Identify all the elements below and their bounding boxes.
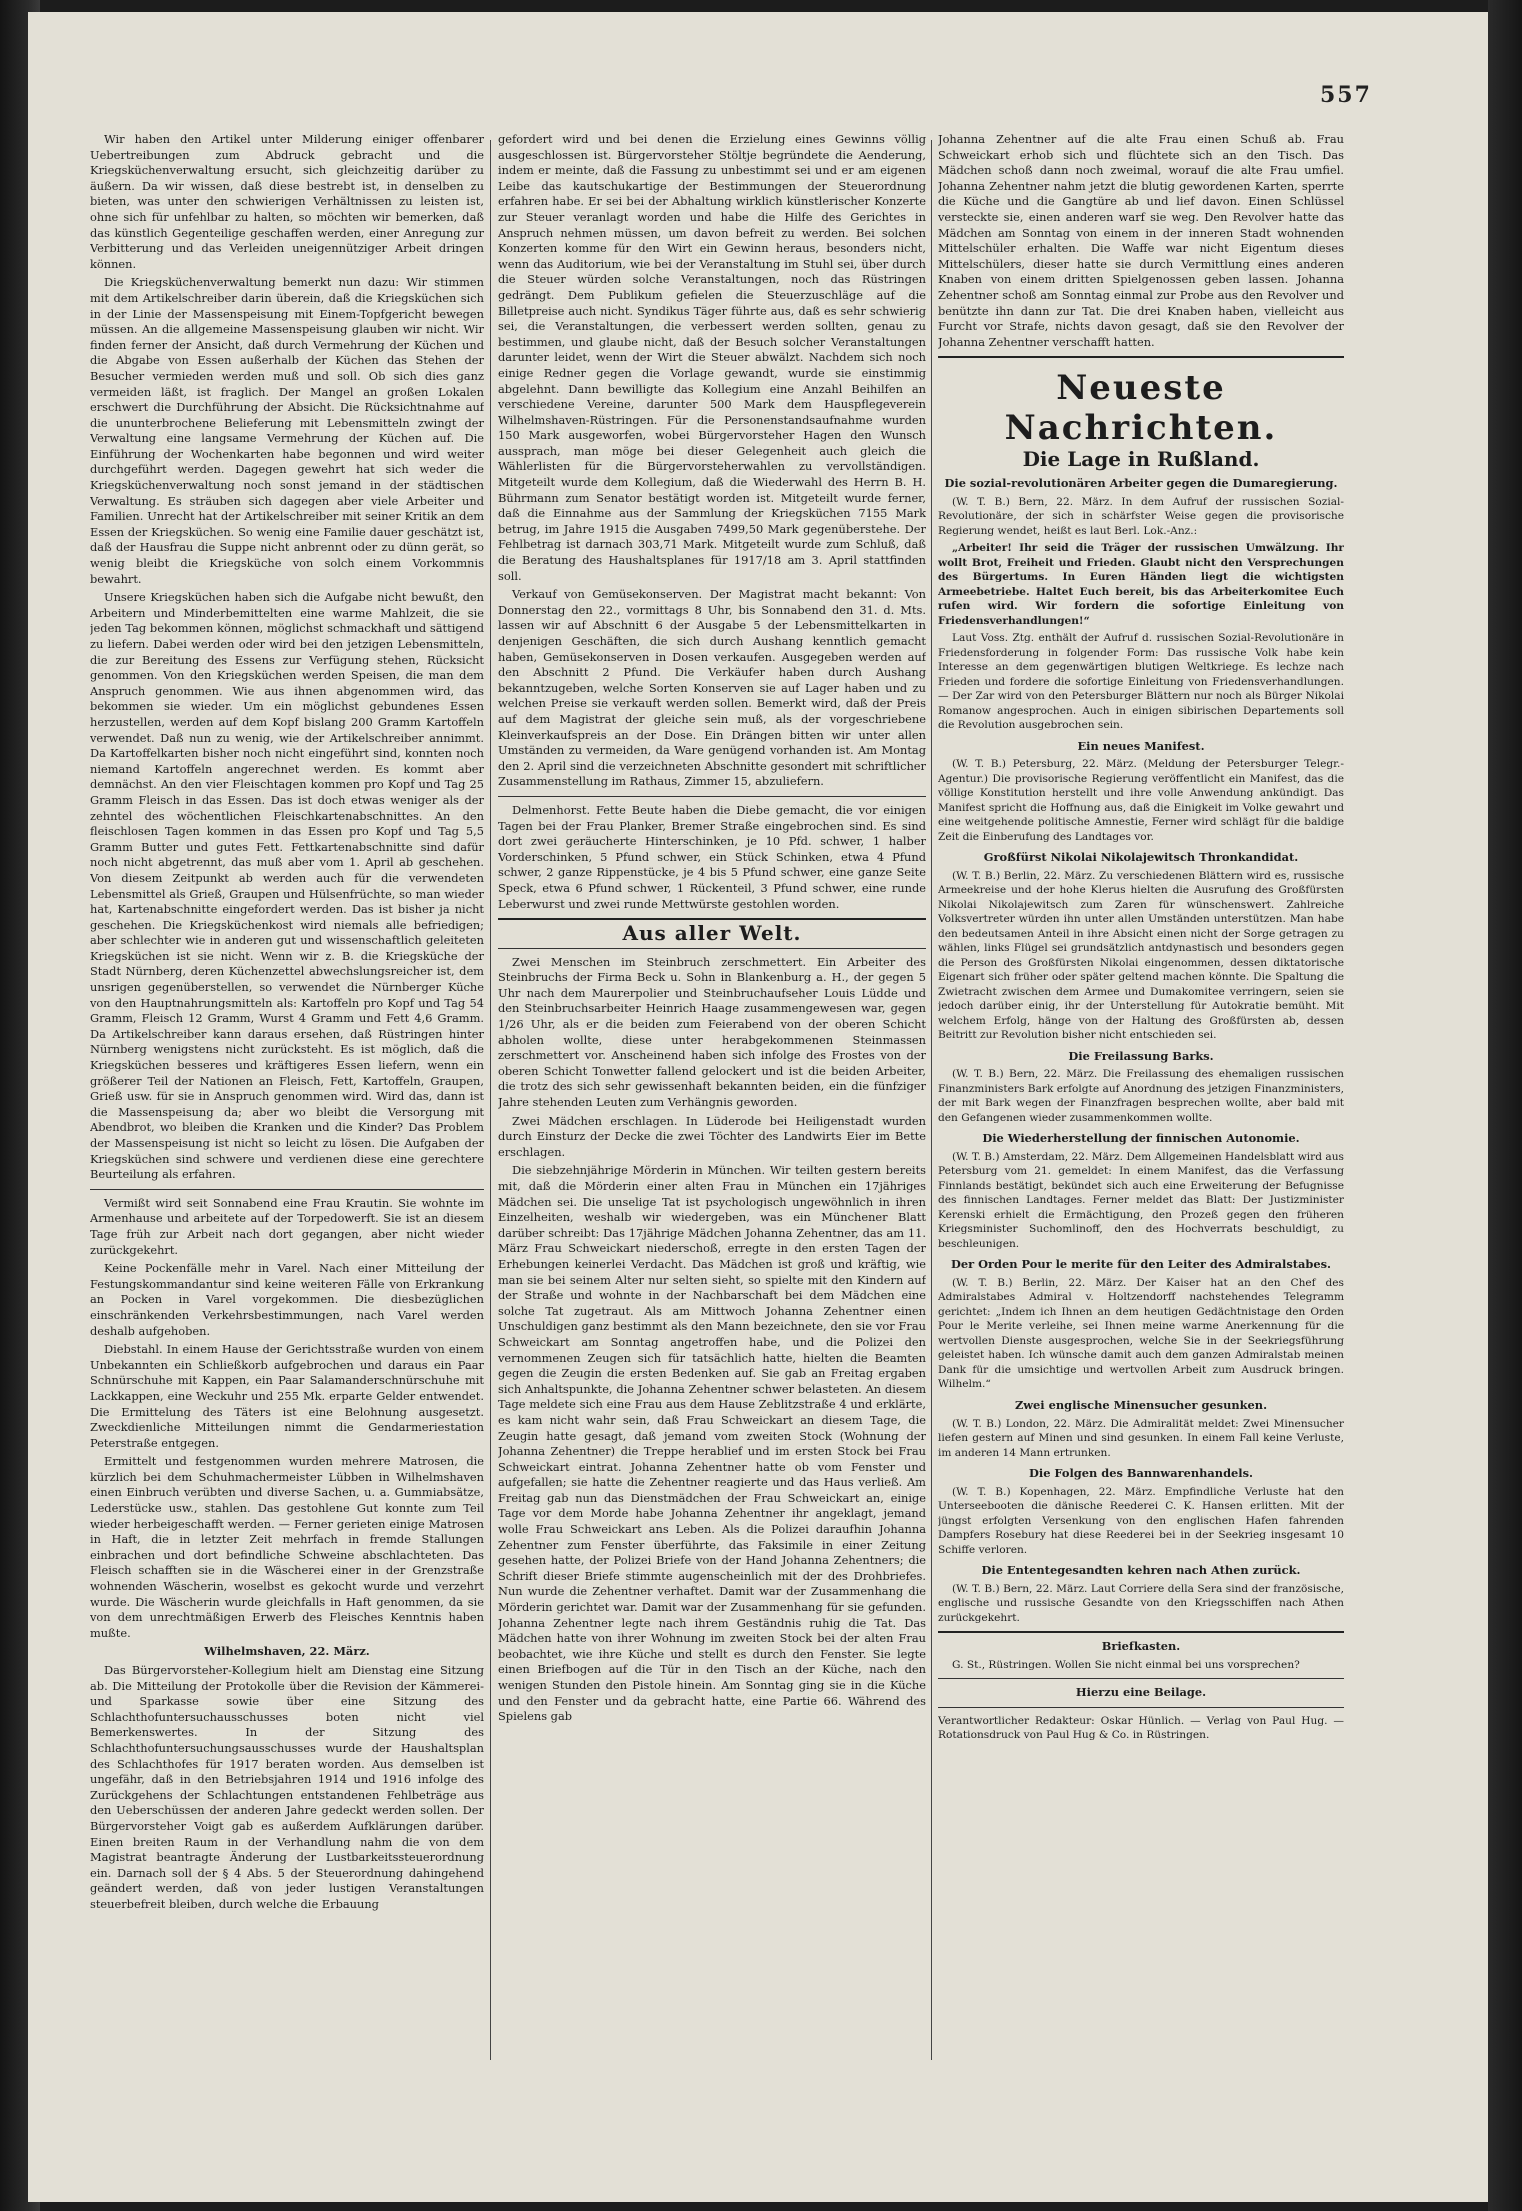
masthead-latest-news: Neueste Nachrichten. (1004, 368, 1278, 449)
headline: Die Ententegesandten kehren nach Athen zurück. (981, 1563, 1301, 1578)
article-paragraph: Die Kriegsküchenverwaltung bemerkt nun dazu: Wir stimmen mit dem Artikelschreiber darin überein, daß die Kriegsküchen sich in der Linie der Massenspeisung mit Einem-Topfgericht bewegen müssen. An die allgemeine Massenspeisung glauben wir nicht. Wir finden ferner der Ansicht, daß durch Vermehrung der Küchen und die Abgabe von Essen außerhalb der Küchen das Stehen der Besucher vermieden werden muß und soll. Ob sich dies ganz vermeiden läßt, ist fraglich. Der Mangel an großen Lokalen erschwert die Durchführung der Absicht. Die Rücksichtnahme auf die ununterbrochene Belieferung mit Lebensmitteln zwingt der Verwaltung eine langsame Vermehrung der Küchen auf. Die Einführung der Wochenkarten habe begonnen und wird weiter durchgeführt werden. Dagegen gewehrt hat sich weder die Kriegsküchenverwaltung noch sonst jemand in der städtischen Verwaltung. Es sträuben sich dagegen aber viele Arbeiter und Familien. Unrecht hat der Artikelschreiber mit seiner Kritik an dem Essen der Kriegsküchen. So wenig eine Familie dauer geschätzt ist, daß der Hausfrau die Suppe nicht anbrennt oder zu dünn gerät, so wenig bleibt die Kriegsküche von solch einem Vorkommnis bewahrt. (90, 275, 484, 586)
world-news-item: Zwei Mädchen erschlagen. In Lüderode bei Heiligenstadt wurden durch Einsturz der Decke die zwei Töchter des Landwirts Eier im Bette erschlagen. (498, 1113, 926, 1159)
column-rule (490, 140, 491, 2060)
news-item: Laut Voss. Ztg. enthält der Aufruf d. russischen Sozial-Revolutionäre in Friedensforderung in folgender Form: Das russische Volk habe kein Interesse an dem gegenwärtigen blutigen Weltkriege. Es lechze nach Frieden und fordere die sofortige Einleitung von Friedensverhandlungen. — Der Zar wird von den Petersburger Blättern nur noch als Bürger Nikolai Romanow angesprochen. Auch in einigen sibirischen Departements soll die Revolution ausgebrochen sein. (938, 632, 1344, 731)
column-3 (938, 132, 1344, 2082)
subheadline: Die sozial-revolutionären Arbeiter gegen die Dumaregierung. (944, 475, 1338, 490)
divider (938, 1631, 1344, 1633)
world-news-item: Die siebzehnjährige Mörderin in München. Wir teilten gestern bereits mit, daß die Mörderin einer alten Frau in München ein 17jähriges Mädchen sei. Die unselige Tat ist psychologisch ungewöhnlich in ihren Einzelheiten, weshalb wir wiedergeben, was ein Münchener Blatt darüber schreibt: Das 17jährige Mädchen Johanna Zehentner, das am 11. März Frau Schweickart niederschoß, erregte in den ersten Tagen der Erhebungen keinerlei Verdacht. Das Mädchen ist groß und kräftig, wie man sie bei seinem Alter nur selten sieht, so spielte mit den Kindern auf der Straße und wohnte in der Nachbarschaft bei dem Mädchen eine solche Tat zugetraut. Als am Mittwoch Johanna Zehentner einen Unschuldigen ganz bestimmt als den Mann bezeichnete, den sie vor Frau Schweickart am Sonntag angetroffen habe, und die Polizei den vernommenen Zeugen sich für tatsächlich hatte, hielten die Beamten gegen die Zeugin die ersten Bedenken auf. Sie gab an Freitag ergaben sich Anhaltspunkte, die Johanna Zehentner schwer belasteten. An diesem Tage meldete sich eine Frau aus dem Hause Zeblitzstraße 4 und erklärte, es kam nicht wahr sein, daß Frau Schweickart an diesem Tage, die Zeugin hatte gesagt, daß jemand vom zweiten Stock (Wohnung der Johanna Zehentner) die Treppe herablief und im ersten Stock bei Frau Schweickart eintrat. Johanna Zehentner hatte ob vom Fenster und aufgefallen; sie hatte die Zehentner reagierte und das Haus verließ. Am Freitag gab nun das Dienstmädchen der Frau Schweickart an, einige Tage vor dem Morde habe Johanna Zehentner ihr angeklagt, jemand wolle Frau Schweickart ans Leben. Als die Polizei daraufhin Johanna Zehentner zum Fenster überführte, das Faksimile in einer Zeitung gesehen hatte, der Polizei Briefe von der Hand Johanna Zehentners; die Schrift dieser Briefe stimmte augenscheinlich mit der des Drohbriefes. Nun wurde die Zehentner verhaftet. Damit war der Zusammenhang die Mörderin gerichtet war. Damit war der Zusammenhang für sie gefunden. Johanna Zehentner legte nach ihrem Geständnis ruhig die Tat. Das Mädchen hatte von ihrer Wohnung im zweiten Stock bei der alten Frau beobachtet, wie ihre Küche und stellt es durch den Fenster. Sie legte einen Briefbogen auf die Tür in den Tisch an der Küche, nach den wenigen Stunden den Pistole hinein. Am Sonntag ging sie in die Küche und den Fenster und da gebracht hatte, eine Partie 66. Während des Spielens gab (498, 1163, 926, 1724)
news-item: (W. T. B.) Bern, 22. März. In dem Aufruf der russischen Sozial-Revolutionäre, der sich in schärfster Weise gegen die provisorische Regierung wendet, heißt es laut Berl. Lok.-Anz.: (938, 495, 1344, 537)
notice-item: Verkauf von Gemüsekonserven. Der Magistrat macht bekannt: Von Donnerstag den 22., vormittags 8 Uhr, bis Sonnabend den 31. d. Mts. lassen wir auf Abschnitt 6 der Ausgabe 5 der Lebensmittelkarten in denjenigen Geschäften, die sich durch Aushang kenntlich gemacht haben, Gemüsekonserven in Dosen verkaufen. Ausgegeben werden auf den Abschnitt 2 Pfund. Die Verkäufer haben durch Aushang bekanntzugeben, welche Sorten Konserven sie auf Lager haben und zu welchen Preise sie verkauft werden sollen. Bemerkt wird, daß der Preis auf dem Magistrat der gleiche sein muß, als der vorgeschriebene Kleinverkaufspreis an der Dose. Ein Drängen bitten wir unter allen Umständen zu vermeiden, da Ware genügend vorhanden ist. Am Montag den 2. April sind die verzeichneten Abschnitte gesondert mit schriftlicher Zusammenstellung im Rathaus, Zimmer 15, abzuliefern. (498, 587, 926, 789)
column-1 (90, 132, 484, 2082)
news-item: (W. T. B.) Berlin, 22. März. Zu verschiedenen Blättern wird es, russische Armeekreise und der hohe Klerus hielten die Ausrufung des Großfürsten Nikolai Nikolajewitsch zum Zaren für wünschenswert. Zahlreiche Volksvertreter würden ihn unter allen Umständen unterstützen. Man habe den bedeutsamen Anteil in ihre Absicht einen nicht der Sorge getragen zu wählen, links Flügel sei grundsätzlich antdynastisch und besonders gegen die Person des Großfürsten Nikolai eingenommen, dessen diktatorische Eigenart sich früher oder später geltend machen könnte. Die Spaltung die Zwietracht zwischen dem Armee und Dumakomitee verringern, seien sie jedoch darüber einig, ihr der Unterstellung für Autokratie bemüht. Mit welchem Erfolg, hänge von der Haltung des Großfürsten ab, dessen Beitritt zur Revolution bisher nicht entschieden sei. (938, 869, 1344, 1042)
headline: Zwei englische Minensucher gesunken. (1014, 1397, 1268, 1412)
council-report: Das Bürgervorsteher-Kollegium hielt am Dienstag eine Sitzung ab. Die Mitteilung der Protokolle über die Revision der Kämmerei- und Sparkasse sowie über eine Sitzung des Schlachthofuntersuchausschusses boten nicht viel Bemerkenswertes. In der Sitzung des Schlachthofuntersuchungsausschusses wurde der Haushaltsplan des Schlachthofes für 1917 beraten worden. Aus demselben ist ungefähr, daß in den Betriebsjahren 1914 und 1916 infolge des Zurückgehens der Schlachtungen entstandenen Fehlbeträge aus den Ueberschüssen der anderen Jahre gedeckt werden sollen. Der Bürgervorsteher Voigt gab es außerdem Aufklärungen darüber. Einen breiten Raum in der Verhandlung nahm die von dem Magistrat beantragte Änderung der Lustbarkeitssteuerordnung ein. Darnach soll der § 4 Abs. 5 der Steuerordnung dahingehend geändert werden, daß von jeder lustigen Veranstaltungen steuerbefreit bleiben, durch welche die Erbauung (90, 1663, 484, 1911)
page-edge (1488, 0, 1522, 2211)
council-report-continued: gefordert wird und bei denen die Erzielung eines Gewinns völlig ausgeschlossen ist. Bürgervorsteher Stöltje begründete die Aenderung, indem er meinte, daß die Fassung zu unbestimmt sei und er am eigenen Leibe das kautschukartige der Bestimmungen der Steuerordnung erfahren habe. Er sei bei der Abhaltung wirklich künstlerischer Konzerte zur Steuer veranlagt worden und habe die Hilfe des Gerichtes in Anspruch nehmen müssen, um davon befreit zu werden. Bei solchen Konzerten komme für den Wirt ein Gewinn heraus, besonders nicht, wenn das Auditorium, wie bei der Veranstaltung im Stuhl sei, über durch die Steuer würden solche Veranstaltungen, noch das Rüstringen gedrängt. Dem Publikum gefielen die Steuerzuschläge auf die Billetpreise auch nicht. Syndikus Täger führte aus, daß es sehr schwierig sei, die Veranstaltungen, die verbessert werden sollten, genau zu bestimmen, und glaube nicht, daß der Besuch solcher Veranstaltungen darunter leidet, wenn der Wirt die Steuer abwälzt. Nachdem sich noch einige Redner gegen die Vorlage gewandt, wurde sie einstimmig abgelehnt. Dann bewilligte das Kollegium eine Anzahl Beihilfen an verschiedene Vereine, darunter 500 Mark dem Hauspflegeverein Wilhelmshaven-Rüstringen. Für die Personenstandsaufnahme wurden 150 Mark ausgeworfen, wobei Bürgervorsteher Hagen den Wunsch aussprach, man möge bei dieser Gelegenheit auch gleich die Wählerlisten für die Bürgervorsteherwahlen zu vervollständigen. Mitgeteilt wurde dem Kollegium, daß die Wiederwahl des Herrn B. H. Bührmann zum Senator bestätigt worden ist. Mitgeteilt wurde ferner, daß die Einnahme aus der Sammlung der Kriegsküchen 7155 Mark betrug, im Jahre 1915 die Ausgaben 7499,50 Mark gegenüberstehe. Der Fehlbetrag ist darnach 303,71 Mark. Mitgeteilt wurde zum Schluß, daß die Beratung des Haushaltsplanes für 1917/18 am 3. April stattfinden soll. (498, 132, 926, 583)
local-news-item: Vermißt wird seit Sonnabend eine Frau Krautin. Sie wohnte im Armenhause und arbeitete auf der Torpedowerft. Sie ist an diesem Tage früh zur Arbeit nach dort gegangen, aber nicht wieder zurückgekehrt. (90, 1195, 484, 1257)
divider (938, 1678, 1344, 1679)
local-news-item: Keine Pockenfälle mehr in Varel. Nach einer Mitteilung der Festungskommandantur sind keine weiteren Fälle von Erkrankung an Pocken in Varel vorgekommen. Die diesbezüglichen einschränkenden Verkehrsbestimmungen, nach Varel werden deshalb aufgehoben. (90, 1261, 484, 1338)
divider (498, 796, 926, 797)
mailbox-title: Briefkasten. (1101, 1639, 1181, 1654)
article-paragraph: Wir haben den Artikel unter Milderung einiger offenbarer Uebertreibungen zum Abdruck gebracht und die Kriegsküchenverwaltung ersucht, sich gleichzeitig darüber zu äußern. Da wir wissen, daß diese bestrebt ist, in denselben zu bieten, was unter den schwierigen Verhältnissen zu leisten ist, ohne sich für unfehlbar zu halten, so möchten wir bemerken, daß das künstlich Gegenteilige geschaffen werden, einer Anregung zur Verbitterung und das Verleiden uneigennütziger Arbeit dringen können. (90, 132, 484, 271)
column-rule (931, 140, 932, 2060)
headline: Die Wiederherstellung der finnischen Autonomie. (982, 1131, 1300, 1146)
news-item: (W. T. B.) Amsterdam, 22. März. Dem Allgemeinen Handelsblatt wird aus Petersburg vom 21. gemeldet: In einem Manifest, das die Verfassung Finnlands bestätigt, bekündet sich auch eine Erweiterung der Befugnisse des finnischen Landtages. Ferner meldet das Blatt: Der Justizminister Kerenski erhielt die Ermächtigung, den Prozeß gegen den früheren Kriegsminister Suchomlinoff, den des Hochverrats beschuldigt, zu beschleunigen. (938, 1150, 1344, 1250)
divider (498, 948, 926, 949)
news-item: (W. T. B.) Bern, 22. März. Die Freilassung des ehemaligen russischen Finanzministers Bark erfolgte auf Anordnung des jetzigen Finanzministers, der mit Bark wegen der Finanzfragen besprechen wollte, aber bald mit den Gefangenen wieder zusammenkommen wollte. (938, 1068, 1344, 1124)
world-news-item: Zwei Menschen im Steinbruch zerschmettert. Ein Arbeiter des Steinbruchs der Firma Beck u. Sohn in Blankenburg a. H., der gegen 5 Uhr nach dem Maurerpolier und Steinbruchaufseher Louis Lüdde und den Steinbruchsarbeiter Heinrich Haage zusammengewesen war, gegen 1/26 Uhr, als er die beiden zum Feierabend von der oberen Schicht abholen wollte, diese unter herabgekommenen Steinmassen zerschmettert vor. Anscheinend haben sich infolge des Frostes von der oberen Schicht Tonwetter fallend gelockert und ist die beiden Arbeiter, die trotz des sich sehr gewissenhaft bekannten beiden, ein die fünfziger Jahre stehenden Leuten zum Verhängnis geworden. (498, 954, 926, 1110)
divider (498, 918, 926, 920)
divider (938, 1707, 1344, 1708)
news-item: (W. T. B.) Kopenhagen, 22. März. Empfindliche Verluste hat den Unterseebooten die dänische Reederei C. K. Hansen erlitten. Mit der jüngst erfolgten Versenkung von den englischen Hafen fahrenden Dampfers Rosebury hat diese Reederei bei in der Seekrieg insgesamt 10 Schiffe verloren. (938, 1485, 1344, 1556)
local-news-item: Diebstahl. In einem Hause der Gerichtsstraße wurden von einem Unbekannten ein Schließkorb aufgebrochen und daraus ein Paar Schnürschuhe mit Kappen, ein Paar Salamanderschnürschuhe mit Lackkappen, eine Weckuhr und 255 Mk. erparte Gelder entwendet. Die Ermittelung des Täters ist eine Belohnung ausgesetzt. Zweckdienliche Mitteilungen nimmt die Gendarmeriestation Peterstraße entgegen. (90, 1342, 484, 1450)
imprint: Verantwortlicher Redakteur: Oskar Hünlich. — Verlag von Paul Hug. — Rotationsdruck von Paul Hug & Co. in Rüstringen. (938, 1714, 1344, 1742)
supplement-note: Hierzu eine Beilage. (1075, 1685, 1207, 1700)
page-number: 557 (1320, 82, 1372, 108)
news-item: (W. T. B.) London, 22. März. Die Admiralität meldet: Zwei Minensucher liefen gestern auf Minen und sind gesunken. In einem Fall keine Verluste, im anderen 14 Mann ertrunken. (938, 1417, 1344, 1459)
news-item: (W. T. B.) Petersburg, 22. März. (Meldung der Petersburger Telegr.-Agentur.) Die provisorische Regierung veröffentlicht ein Manifest, das die völlige Konstitution herstellt und ihre volle Anwendung ankündigt. Das Manifest spricht die Hoffnung aus, daß die Einigkeit im Volke gewahrt und eine weitgehende politische Amnestie, Ferner wird schlägt für die baldige Zeit die Einberufung des Landtages vor. (938, 758, 1344, 843)
headline-russia: Die Lage in Rußland. (1022, 447, 1260, 472)
notice-item: Delmenhorst. Fette Beute haben die Diebe gemacht, die vor einigen Tagen bei der Frau Planker, Bremer Straße eingebrochen sind. Es sind dort zwei geräucherte Hinterschinken, je 10 Pfd. schwer, 1 halber Vorderschinken, 5 Pfund schwer, ein Stück Schinken, etwa 4 Pfund schwer, 2 ganze Rippenstücke, je 4 bis 5 Pfund schwer, eine ganze Seite Speck, etwa 6 Pfund schwer, 1 Rückenteil, 3 Pfund schwer, eine runde Leberwurst und zwei runde Mettwürste gestohlen worden. (498, 802, 926, 911)
headline: Großfürst Nikolai Nikolajewitsch Thronkandidat. (983, 850, 1299, 865)
news-item: „Arbeiter! Ihr seid die Träger der russischen Umwälzung. Ihr wollt Brot, Freiheit und Frieden. Glaubt nicht den Versprechungen des Bürgertums. In Euren Händen liegt die wichtigsten Armeebetriebe. Haltet Euch bereit, bis das Arbeiterkomitee Euch rufen wird. Wir fordern die sofortige Einleitung von Friedensverhandlungen!“ (938, 542, 1344, 627)
local-news-item: Ermittelt und festgenommen wurden mehrere Matrosen, die kürzlich bei dem Schuhmachermeister Lübben in Wilhelmshaven einen Einbruch verübten und diverse Sachen, u. a. Gummiabsätze, Lederstücke usw., stahlen. Das gestohlene Gut konnte zum Teil wieder herbeigeschafft werden. — Ferner gerieten einige Matrosen in Haft, die in letzter Zeit mehrfach in fremde Stallungen einbrachen und dort befindliche Schweine abschlachteten. Das Fleisch schafften sie in die Wäscherei einer in der Grenzstraße wohnenden Wäscherin, woselbst es gekocht wurde und verzehrt wurde. Die Wäscherin wurde gleichfalls in Haft genommen, da sie von dem unrechtmäßigen Erwerb des Fleisches Kenntnis haben mußte. (90, 1454, 484, 1640)
dateline: Wilhelmshaven, 22. März. (204, 1644, 370, 1659)
headline: Die Freilassung Barks. (1068, 1048, 1214, 1063)
world-news-continued: Johanna Zehentner auf die alte Frau einen Schuß ab. Frau Schweickart erhob sich und flüchtete sich an den Tisch. Das Mädchen schoß dann noch zweimal, worauf die alte Frau umfiel. Johanna Zehentner nahm jetzt die blutig gewordenen Karten, sperrte die Küche und die Gangtüre ab und lief davon. Einen Schlüssel versteckte sie, einen anderen warf sie weg. Den Revolver hatte das Mädchen am Sonntag von einem in der inneren Stadt wohnenden Mittelschüler erhalten. Die Waffe war nicht Eigentum dieses Mittelschülers, dieser hatte sie durch Vermittlung eines anderen Knaben von einem dritten Spielgenossen geben lassen. Johanna Zehentner schoß am Sonntag einmal zur Probe aus den Revolver und benützte ihn dann zur Tat. Die drei Knaben haben, vielleicht aus Furcht vor Strafe, nichts davon gesagt, daß sie den Revolver der Johanna Zehentner verschafft hatten. (938, 132, 1344, 349)
headline: Die Folgen des Bannwarenhandels. (1028, 1466, 1253, 1481)
news-item: (W. T. B.) Bern, 22. März. Laut Corriere della Sera sind der französische, englische und russische Gesandte von den Kriegsschiffen nach Athen zurückgekehrt. (938, 1582, 1344, 1624)
divider (938, 356, 1344, 358)
headline: Der Orden Pour le merite für den Leiter des Admiralstabes. (950, 1257, 1331, 1272)
mailbox-item: G. St., Rüstringen. Wollen Sie nicht einmal bei uns vorsprechen? (952, 1658, 1300, 1671)
article-paragraph: Unsere Kriegsküchen haben sich die Aufgabe nicht bewußt, den Arbeitern und Minderbemittelten eine warme Mahlzeit, die sie jeden Tag bekommen können, möglichst schmackhaft und sättigend zu liefern. Dabei werden oder wird bei den jetzigen Lebensmitteln, die zur Bereitung des Essens zur Verfügung stehen, Rücksicht genommen. Von den Kriegsküchen werden Speisen, die man dem Anspruch genommen. Wie aus ihnen abgenommen wird, das bekommen sie wieder. Um ein möglichst gebundenes Essen herzustellen, werden auf dem Kopf bislang 200 Gramm Kartoffeln verwendet. Daß nun zu wenig, wie der Artikelschreiber annimmt. Da Kartoffelkarten bisher noch nicht eingeführt sind, konnten noch niemand Kartoffeln angerechnet werden. Es kommt aber demnächst. An den vier Fleischtagen kommen pro Kopf und Tag 25 Gramm Fleisch in das Essen. Das ist doch etwas weniger als der zehntel des wöchentlichen Fleischkartenabschnittes. An den fleischlosen Tagen kommen in das Essen pro Kopf und Tag 5,5 Gramm Butter und gutes Fett. Fettkartenabschnitte sind dafür noch nicht abgetrennt, das muß aber vom 1. April ab geschehen. Von diesem Zeitpunkt ab werden auch für die verwendeten Lebensmittel als Grieß, Graupen und Hülsenfrüchte, so man wieder hat, Kartenabschnitte eingefordert werden. Das ist bisher ja nicht geschehen. Die Kriegsküchenkost wird niemals alle befriedigen; aber schlechter wie in anderen gut und wissenschaftlich geleiteten Kriegsküchen ist sie nicht. Wenn wir z. B. die Kriegsküche der Stadt Nürnberg, deren Küchenzettel abwechslungsreicher ist, dem unsrigen gegenüberstellen, so verwendet die Nürnberger Küche von den Hauptnahrungsmitteln als: Kartoffeln pro Kopf und Tag 54 Gramm, Fleisch 12 Gramm, Wurst 4 Gramm und Fett 4,6 Gramm. Da Artikelschreiber kann daraus ersehen, daß Rüstringen hinter Nürnberg wenigstens nicht zurücksteht. Es ist möglich, daß die Kriegsküchen besseres und kräftigeres Essen liefern, wenn ein größerer Teil der Nationen an Fleisch, Fett, Kartoffeln, Graupen, Grieß usw. für sie in Anspruch genommen wird. Wird das, dann ist die Massenspeisung da; aber wo bleibt die Versorgung mit Abendbrot, wo bleiben die Kranken und die Kinder? Das Problem der Massenspeisung ist nicht so leicht zu lösen. Die Aufgaben der Kriegsküchen sind schwere und verdienen diese eine gerechtere Beurteilung als erfahren. (90, 590, 484, 1182)
section-title: Aus aller Welt. (622, 921, 802, 946)
news-item: (W. T. B.) Berlin, 22. März. Der Kaiser hat an den Chef des Admiralstabes Admiral v. Holtzendorff nachstehendes Telegramm gerichtet: „Indem ich Ihnen an dem heutigen Gedächtnistage den Orden Pour le Merite verleihe, sei Ihnen meine warme Anerkennung für die wertvollen Dienste ausgesprochen, welche Sie in der Seekriegsführung geleistet haben. Ich wünsche damit auch dem ganzen Admiralstab meinen Dank für die umsichtige und wertvollen Arbeit zum Ausdruck bringen. Wilhelm.“ (938, 1276, 1344, 1391)
headline: Ein neues Manifest. (1077, 738, 1205, 753)
divider (90, 1189, 484, 1190)
column-2 (498, 132, 926, 2082)
